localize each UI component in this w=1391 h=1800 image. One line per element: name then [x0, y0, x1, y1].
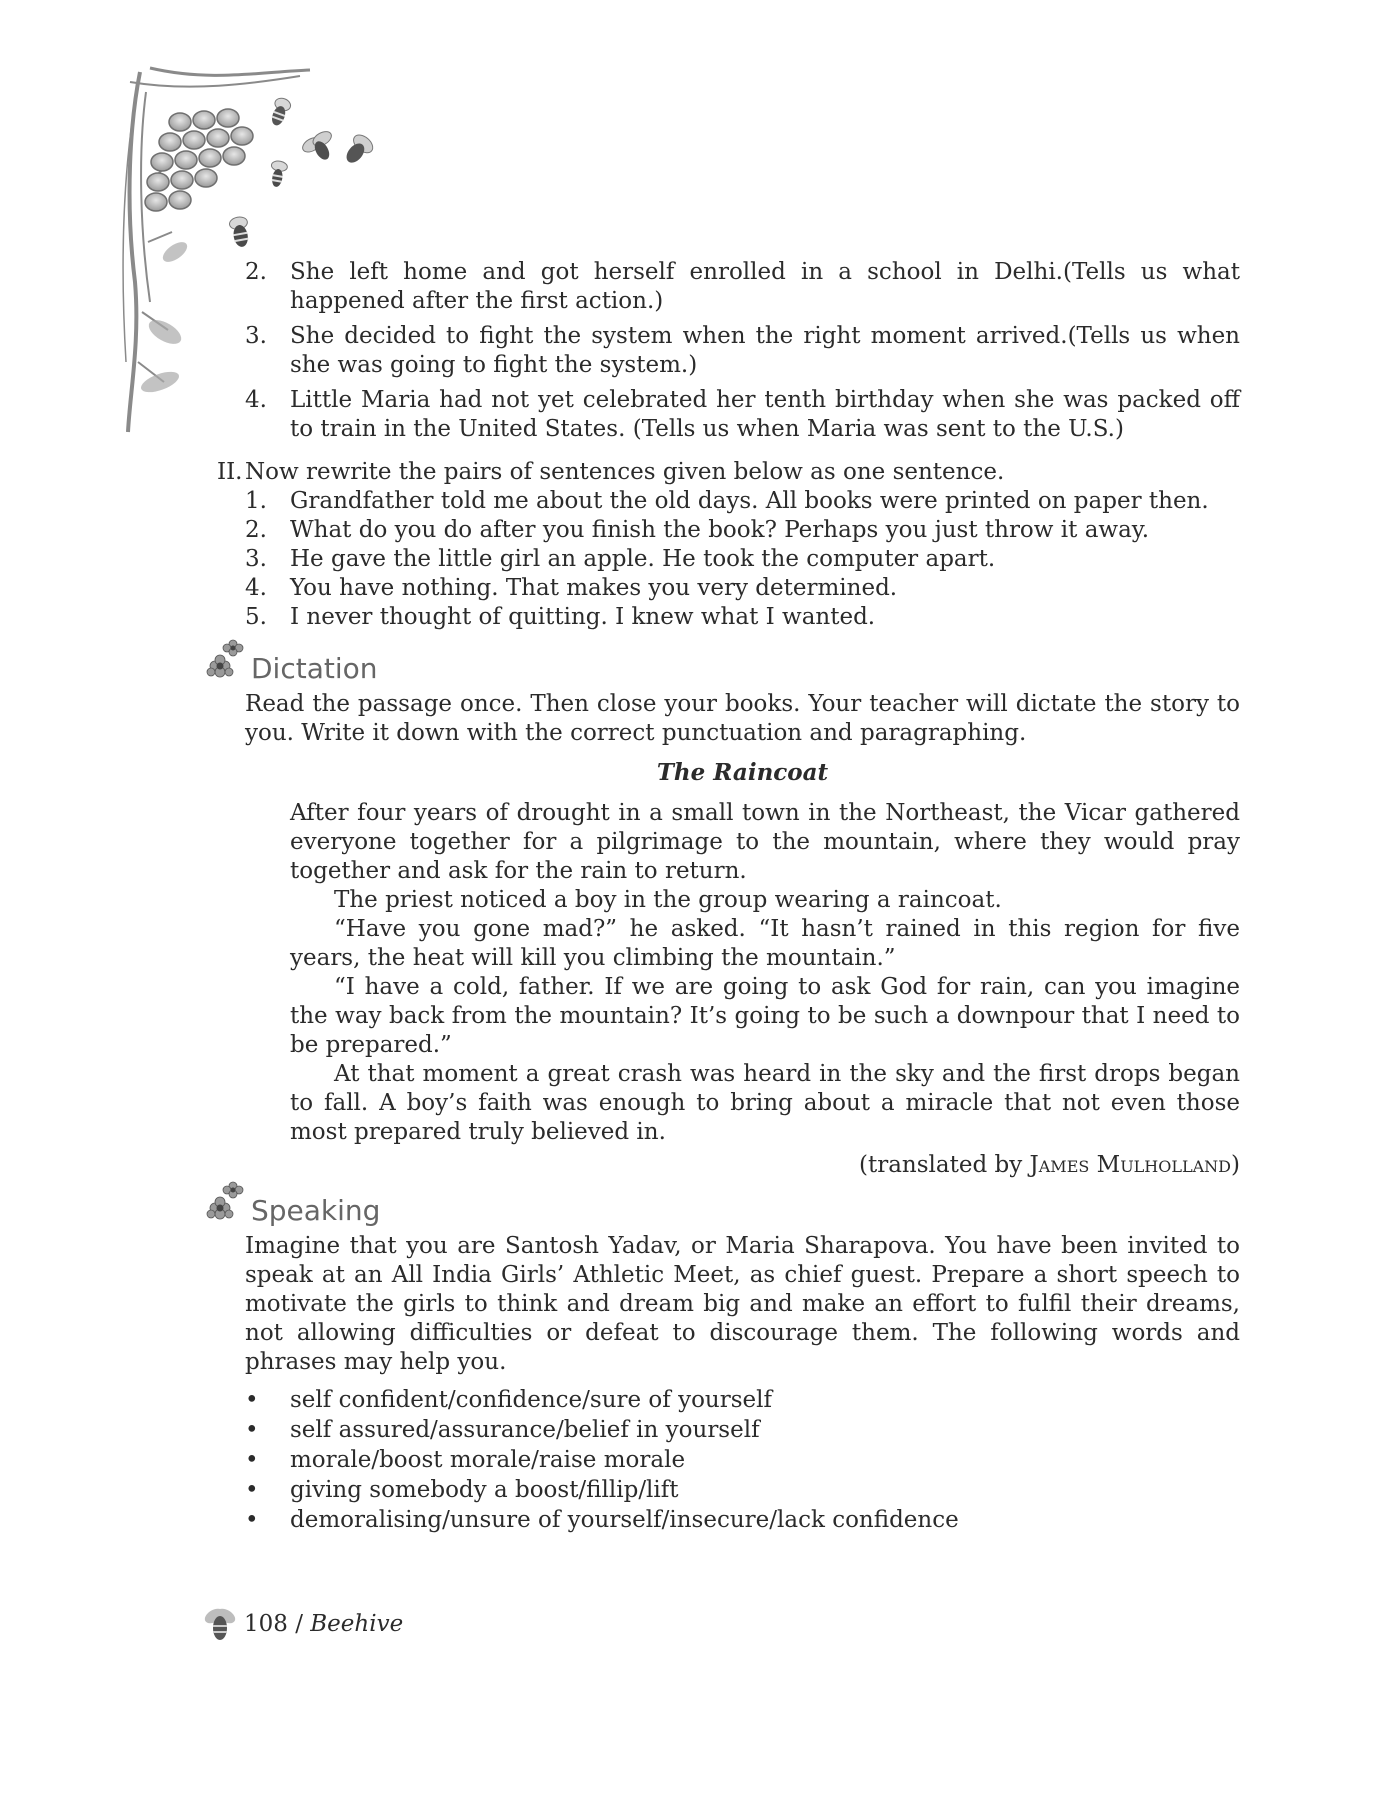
- item-text: I never thought of quitting. I knew what I wanted.: [290, 604, 876, 630]
- story-title: The Raincoat: [656, 759, 829, 786]
- story-paragraph: The priest noticed a boy in the group wearing a raincoat.: [334, 887, 1002, 913]
- flower-icon: [205, 636, 247, 684]
- bee-icon: [268, 160, 288, 188]
- bullet-icon: •: [245, 1477, 259, 1503]
- credit-prefix: (translated by: [859, 1152, 1030, 1178]
- item-text: self assured/assurance/belief in yourself: [290, 1417, 760, 1443]
- item-number: 3.: [245, 546, 267, 572]
- bee-icon: [268, 96, 293, 128]
- bee-icon: [300, 129, 341, 168]
- page-number: 108: [244, 1611, 288, 1637]
- item-text: She decided to fight the system when the right moment arrived.(Tells us when she was going to fight the system.): [290, 323, 1240, 378]
- bullet-icon: •: [245, 1447, 259, 1473]
- flower-icon: [205, 1178, 247, 1226]
- list-item: [245, 545, 1240, 574]
- footer-separator: /: [287, 1611, 311, 1637]
- bee-icon: [340, 131, 376, 168]
- item-number: 3.: [245, 323, 267, 349]
- item-number: 4.: [245, 575, 267, 601]
- item-number: 2.: [245, 517, 267, 543]
- dictation-instruction: Read the passage once. Then close your books. Your teacher will dictate the story to you. Write it down with the correct punctuation and paragraphing.: [245, 691, 1240, 746]
- story-paragraph: “Have you gone mad?” he asked. “It hasn’t rained in this region for five years, the heat will kill you climbing the mountain.”: [290, 916, 1240, 971]
- story-passage: [290, 799, 1240, 1147]
- bee-icon: [229, 216, 252, 249]
- item-text: Little Maria had not yet celebrated her tenth birthday when she was packed off to train in the United States. (Tells us when Maria was sent to the U.S.): [290, 387, 1240, 442]
- page-content: [217, 258, 1240, 1535]
- item-text: giving somebody a boost/fillip/lift: [290, 1477, 679, 1503]
- item-number: 2.: [245, 259, 267, 285]
- exercise-ii: [217, 458, 1240, 632]
- list-item: [245, 1385, 1240, 1415]
- speaking-heading: [205, 1174, 1240, 1226]
- item-text: morale/boost morale/raise morale: [290, 1447, 686, 1473]
- list-item: [245, 1475, 1240, 1505]
- item-number: 5.: [245, 604, 267, 630]
- item-number: 1.: [245, 488, 267, 514]
- list-item: [245, 1445, 1240, 1475]
- item-text: demoralising/unsure of yourself/insecure/lack confidence: [290, 1507, 959, 1533]
- list-item: [245, 574, 1240, 603]
- section-title: Dictation: [251, 652, 378, 685]
- list-item: [245, 386, 1240, 444]
- list-item: [245, 487, 1240, 516]
- item-number: 4.: [245, 387, 267, 413]
- item-text: What do you do after you finish the book? Perhaps you just throw it away.: [290, 517, 1150, 543]
- item-text: self confident/confidence/sure of yourself: [290, 1387, 773, 1413]
- list-item: [245, 258, 1240, 316]
- exercise-i-list: [245, 258, 1240, 444]
- list-item: [245, 1415, 1240, 1445]
- section-title: Speaking: [251, 1194, 381, 1227]
- list-item: [245, 1505, 1240, 1535]
- exercise-number: II.: [217, 459, 243, 485]
- bullet-icon: •: [245, 1387, 259, 1413]
- page-footer: [200, 1602, 403, 1646]
- bullet-icon: •: [245, 1507, 259, 1533]
- phrase-list: [245, 1385, 1240, 1535]
- honeycomb-icon: [145, 109, 253, 211]
- dictation-heading: [205, 632, 1240, 684]
- leaf-sketch: [138, 238, 190, 396]
- bee-icon: [200, 1602, 240, 1646]
- book-title: Beehive: [310, 1611, 404, 1637]
- credit-suffix: ): [1231, 1152, 1240, 1178]
- story-paragraph: After four years of drought in a small town in the Northeast, the Vicar gathered everyone together for a pilgrimage to the mountain, where they would pray together and ask for the rain to return.: [290, 800, 1240, 884]
- credit-name: James Mulholland: [1029, 1152, 1232, 1178]
- instruction-text: Now rewrite the pairs of sentences given below as one sentence.: [245, 459, 1005, 485]
- item-text: She left home and got herself enrolled in a school in Delhi.(Tells us what happened after the first action.): [290, 259, 1240, 314]
- list-item: [245, 603, 1240, 632]
- exercise-instruction: [217, 458, 1240, 487]
- item-text: He gave the little girl an apple. He took the computer apart.: [290, 546, 996, 572]
- speaking-instruction: Imagine that you are Santosh Yadav, or Maria Sharapova. You have been invited to speak at an All India Girls’ Athletic Meet, as chief guest. Prepare a short speech to motivate the girls to think and dream big and make an effort to fulfil their dreams, not allowing difficulties or defeat to discourage them. The following words and phrases may help you.: [245, 1233, 1240, 1375]
- list-item: [245, 516, 1240, 545]
- item-text: Grandfather told me about the old days. All books were printed on paper then.: [290, 488, 1209, 514]
- story-paragraph: At that moment a great crash was heard in the sky and the first drops began to fall. A boy’s faith was enough to bring about a miracle that not even those most prepared truly believed in.: [290, 1061, 1240, 1145]
- item-text: You have nothing. That makes you very determined.: [290, 575, 898, 601]
- story-paragraph: “I have a cold, father. If we are going to ask God for rain, can you imagine the way back from the mountain? It’s going to be such a downpour that I need to be prepared.”: [290, 974, 1240, 1058]
- bullet-icon: •: [245, 1417, 259, 1443]
- list-item: [245, 322, 1240, 380]
